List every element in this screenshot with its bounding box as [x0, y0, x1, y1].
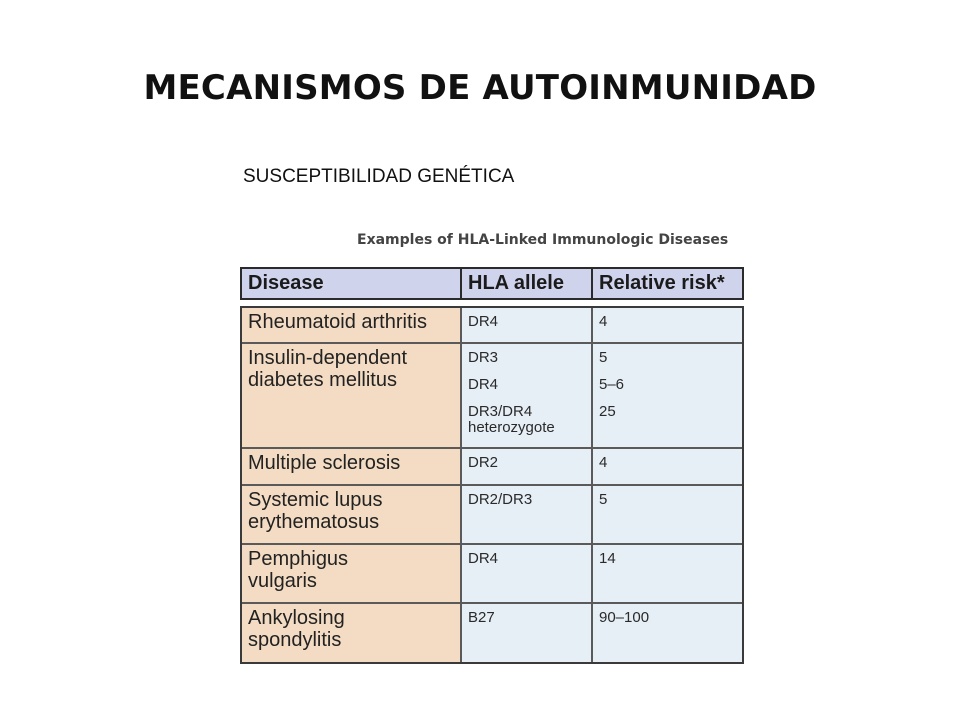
- allele-line: DR4: [468, 376, 499, 393]
- cell-disease: [242, 308, 460, 342]
- disease-line: Insulin-dependent: [248, 347, 408, 369]
- cell-allele: [460, 604, 591, 662]
- cell-risk: [591, 545, 742, 602]
- header-relative-risk: Relative risk*: [591, 269, 742, 298]
- table-row: [242, 342, 742, 447]
- cell-disease: [242, 449, 460, 484]
- cell-disease: [242, 486, 460, 543]
- risk-line: 5: [599, 491, 608, 508]
- disease-line: Rheumatoid arthritis: [248, 311, 427, 333]
- header-hla-allele: HLA allele: [460, 269, 591, 298]
- cell-allele: [460, 449, 591, 484]
- table-body: [240, 306, 744, 664]
- cell-risk: [591, 604, 742, 662]
- risk-line: 14: [599, 550, 616, 567]
- table-row: [242, 447, 742, 484]
- cell-allele: [460, 308, 591, 342]
- risk-line: 25: [599, 403, 616, 420]
- slide-title: MECANISMOS DE AUTOINMUNIDAD: [143, 68, 817, 108]
- cell-disease: [242, 545, 460, 602]
- cell-allele: [460, 344, 591, 447]
- disease-line: spondylitis: [248, 629, 342, 651]
- slide-subtitle: SUSCEPTIBILIDAD GENÉTICA: [243, 166, 515, 187]
- allele-line: DR4: [468, 550, 499, 567]
- disease-line: Multiple sclerosis: [248, 452, 401, 474]
- disease-line: Pemphigus: [248, 548, 349, 570]
- cell-risk: [591, 449, 742, 484]
- cell-risk: [591, 486, 742, 543]
- allele-line: DR2/DR3: [468, 491, 533, 508]
- disease-line: diabetes mellitus: [248, 369, 397, 391]
- table-header: [240, 267, 744, 300]
- disease-line: Systemic lupus: [248, 489, 383, 511]
- disease-line: erythematosus: [248, 511, 380, 533]
- risk-line: 4: [599, 454, 608, 471]
- figure-caption: Examples of HLA-Linked Immunologic Diseases: [357, 232, 729, 248]
- allele-line: DR3/DR4: [468, 403, 533, 420]
- risk-line: 5: [599, 349, 608, 366]
- cell-allele: [460, 486, 591, 543]
- cell-risk: [591, 344, 742, 447]
- allele-line: B27: [468, 609, 495, 626]
- risk-line: 4: [599, 313, 608, 330]
- table-row: [242, 543, 742, 602]
- allele-line: heterozygote: [468, 419, 555, 436]
- cell-allele: [460, 545, 591, 602]
- cell-disease: [242, 604, 460, 662]
- risk-line: 90–100: [599, 609, 650, 626]
- header-disease: Disease: [248, 272, 324, 294]
- allele-line: DR3: [468, 349, 499, 366]
- allele-line: DR4: [468, 313, 499, 330]
- risk-line: 5–6: [599, 376, 625, 393]
- table-row: [242, 602, 742, 662]
- disease-line: Ankylosing: [248, 607, 345, 629]
- table-row: [242, 484, 742, 543]
- cell-disease: [242, 344, 460, 447]
- cell-risk: [591, 308, 742, 342]
- disease-line: vulgaris: [248, 570, 317, 592]
- allele-line: DR2: [468, 454, 499, 471]
- table-row: [242, 308, 742, 342]
